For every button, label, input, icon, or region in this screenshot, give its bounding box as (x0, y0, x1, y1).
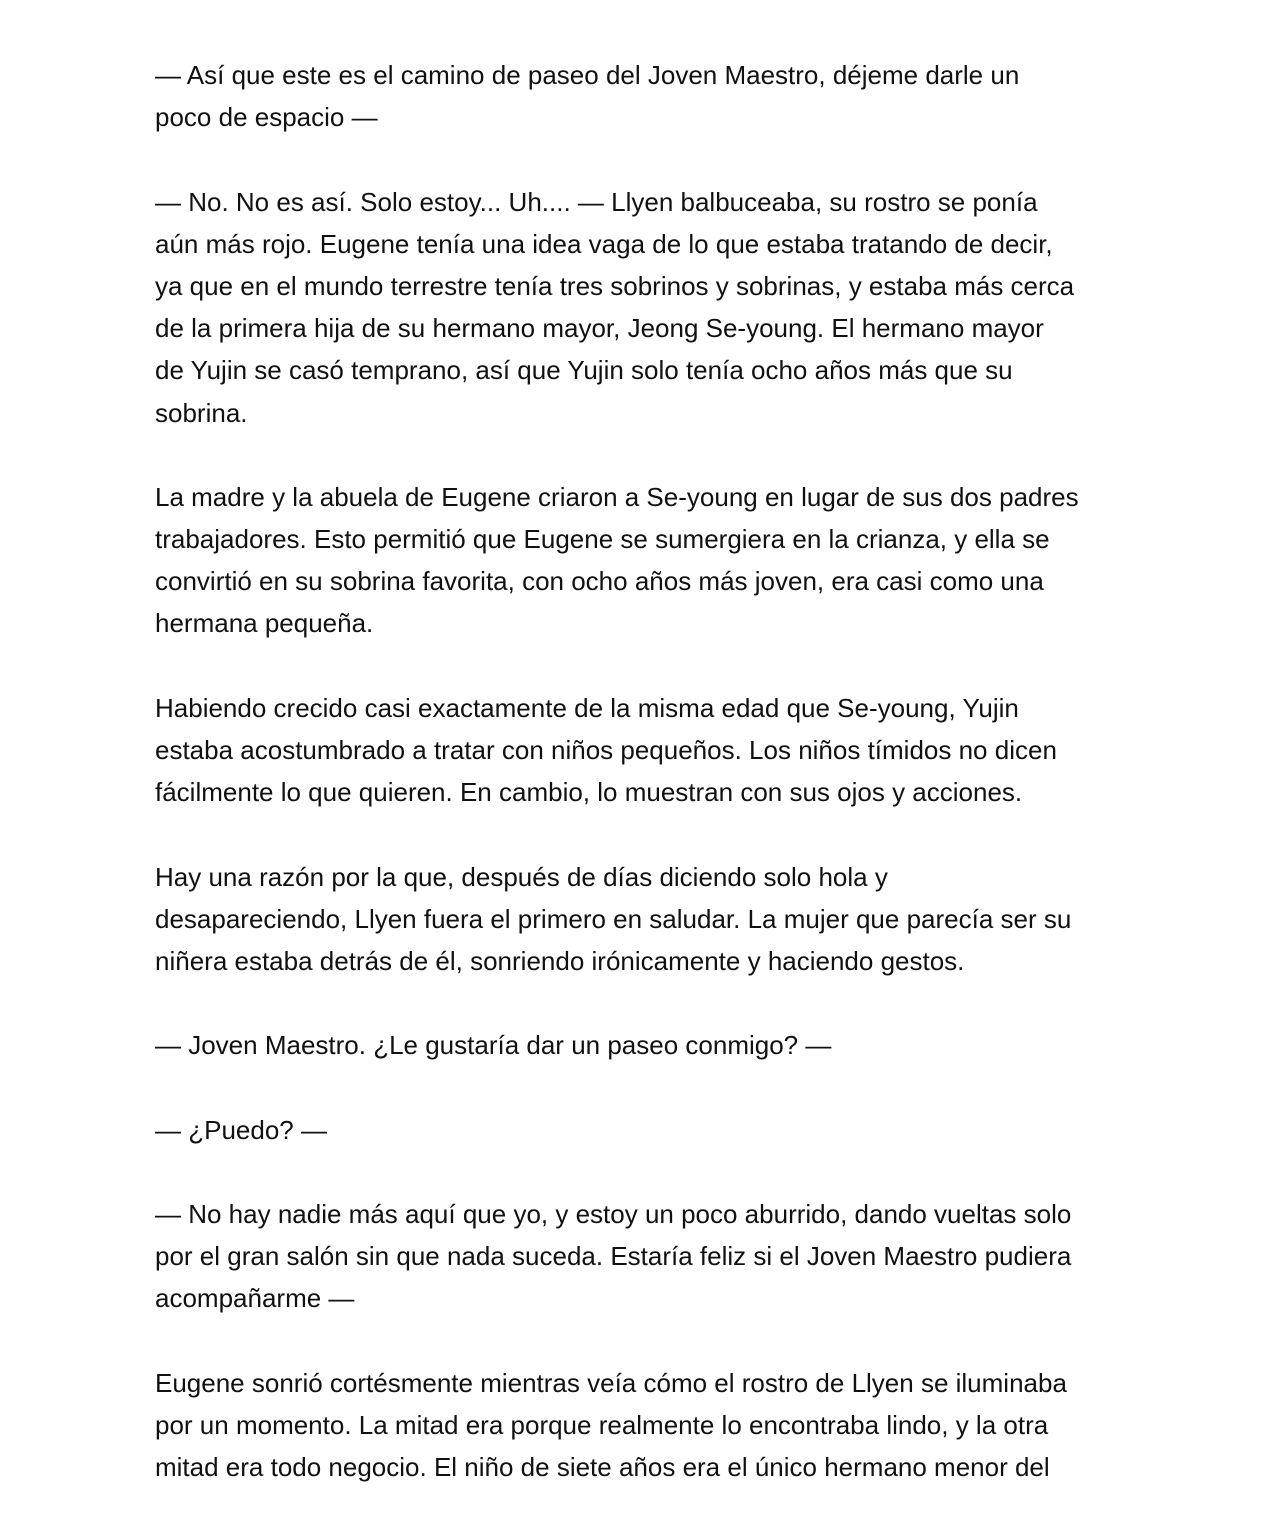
text-line: fácilmente lo que quieren. En cambio, lo muestran con sus ojos y acciones. (155, 777, 1023, 808)
text-line: convirtió en su sobrina favorita, con ocho años más joven, era casi como una (155, 566, 1044, 597)
paragraph (155, 54, 1145, 138)
text-line: Eugene sonrió cortésmente mientras veía cómo el rostro de Llyen se iluminaba (155, 1367, 1067, 1398)
text-line: — Joven Maestro. ¿Le gustaría dar un paseo conmigo? — (155, 1030, 832, 1061)
paragraph (155, 181, 1145, 434)
text-line: — No hay nadie más aquí que yo, y estoy un poco aburrido, dando vueltas solo (155, 1199, 1072, 1230)
text-line: estaba acostumbrado a tratar con niños pequeños. Los niños tímidos no dicen (155, 735, 1057, 765)
paragraph (155, 687, 1145, 814)
text-line: sobrina. (155, 397, 248, 428)
document-page (155, 54, 1145, 1531)
text-line: hermana pequeña. (155, 608, 374, 639)
text-line: por el gran salón sin que nada suceda. Estaría feliz si el Joven Maestro pudiera (155, 1241, 1072, 1272)
text-line: trabajadores. Esto permitió que Eugene se sumergiera en la crianza, y ella se (155, 524, 1050, 555)
text-line: acompañarme — (155, 1283, 355, 1314)
text-line: por un momento. La mitad era porque realmente lo encontraba lindo, y la otra (155, 1410, 1049, 1440)
text-line: mitad era todo negocio. El niño de siete años era el único hermano menor del (155, 1452, 1050, 1483)
text-line: Hay una razón por la que, después de días diciendo solo hola y (155, 861, 888, 892)
paragraph (155, 1193, 1145, 1320)
text-line: — No. No es así. Solo estoy... Uh.... — Llyen balbuceaba, su rostro se ponía (155, 186, 1038, 217)
paragraph (155, 1024, 1145, 1066)
text-line: de Yujin se casó temprano, así que Yujin solo tenía ocho años más que su (155, 355, 1013, 386)
text-line: de la primera hija de su hermano mayor, Jeong Se-young. El hermano mayor (155, 313, 1044, 344)
text-line: La madre y la abuela de Eugene criaron a Se-young en lugar de sus dos padres (155, 481, 1079, 512)
paragraph (155, 1109, 1145, 1151)
text-line: Habiendo crecido casi exactamente de la misma edad que Se-young, Yujin (155, 692, 1019, 723)
paragraph (155, 476, 1145, 645)
paragraph (155, 1362, 1145, 1489)
paragraph (155, 856, 1145, 983)
text-line: ya que en el mundo terrestre tenía tres sobrinos y sobrinas, y estaba más cerca (155, 270, 1075, 301)
text-line: aún más rojo. Eugene tenía una idea vaga de lo que estaba tratando de decir, (155, 228, 1053, 259)
text-line: — ¿Puedo? — (155, 1114, 327, 1145)
text-line: poco de espacio — (155, 102, 378, 133)
text-line: desapareciendo, Llyen fuera el primero en saludar. La mujer que parecía ser su (155, 903, 1072, 934)
text-line: niñera estaba detrás de él, sonriendo irónicamente y haciendo gestos. (155, 945, 965, 976)
text-line: — Así que este es el camino de paseo del Joven Maestro, déjeme darle un (155, 60, 1020, 90)
